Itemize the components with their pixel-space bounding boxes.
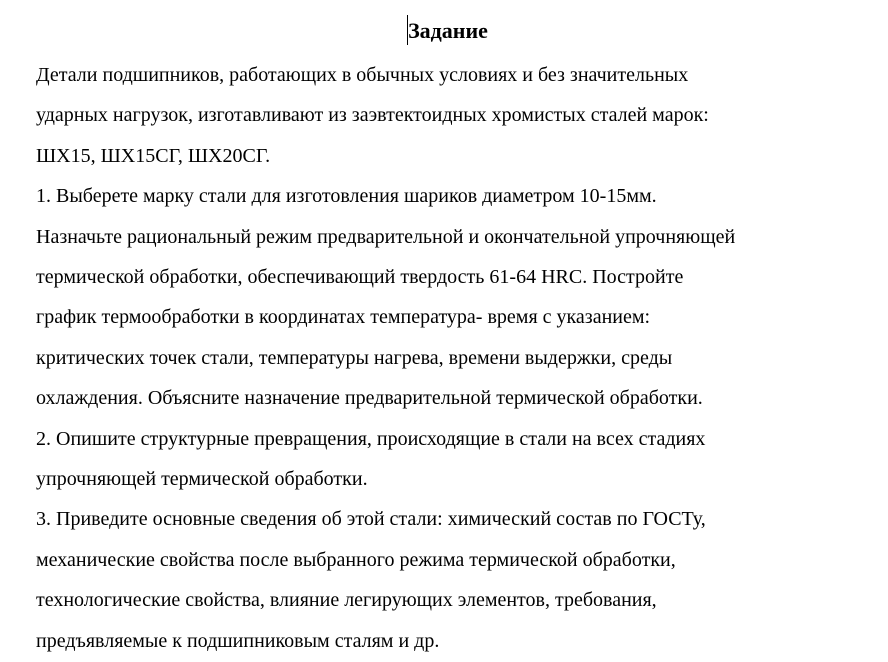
task-1-line: 1. Выберете марку стали для изготовления шариков диаметром 10-15мм. bbox=[36, 185, 657, 208]
paragraph-line: ШХ15, ШХ15СГ, ШХ20СГ. bbox=[36, 144, 271, 167]
document-title bbox=[408, 14, 488, 48]
task-3-line: предъявляемые к подшипниковым сталям и др. bbox=[36, 629, 440, 652]
task-3-line: технологические свойства, влияние легирующих элементов, требования, bbox=[36, 589, 657, 612]
task-2-line: 2. Опишите структурные превращения, происходящие в стали на всех стадиях bbox=[36, 427, 706, 450]
document-body bbox=[36, 55, 876, 661]
task-1-line: график термообработки в координатах температура- время с указанием: bbox=[36, 306, 651, 329]
paragraph-line: ударных нагрузок, изготавливают из заэвтектоидных хромистых сталей марок: bbox=[36, 104, 709, 127]
text-cursor bbox=[407, 15, 408, 45]
task-1-line: Назначьте рациональный режим предварительной и окончательной упрочняющей bbox=[36, 225, 736, 248]
task-2-line: упрочняющей термической обработки. bbox=[36, 468, 368, 491]
title-row bbox=[0, 14, 888, 48]
document-title-text: Задание bbox=[408, 18, 488, 43]
task-3-line: механические свойства после выбранного режима термической обработки, bbox=[36, 548, 676, 571]
paragraph-line: Детали подшипников, работающих в обычных условиях и без значительных bbox=[36, 64, 689, 86]
task-1-line: критических точек стали, температуры нагрева, времени выдержки, среды bbox=[36, 346, 673, 369]
task-1-line: термической обработки, обеспечивающий твердость 61-64 HRC. Постройте bbox=[36, 266, 684, 289]
task-3-line: 3. Приведите основные сведения об этой стали: химический состав по ГОСТу, bbox=[36, 508, 706, 531]
task-1-line: охлаждения. Объясните назначение предварительной термической обработки. bbox=[36, 387, 703, 410]
